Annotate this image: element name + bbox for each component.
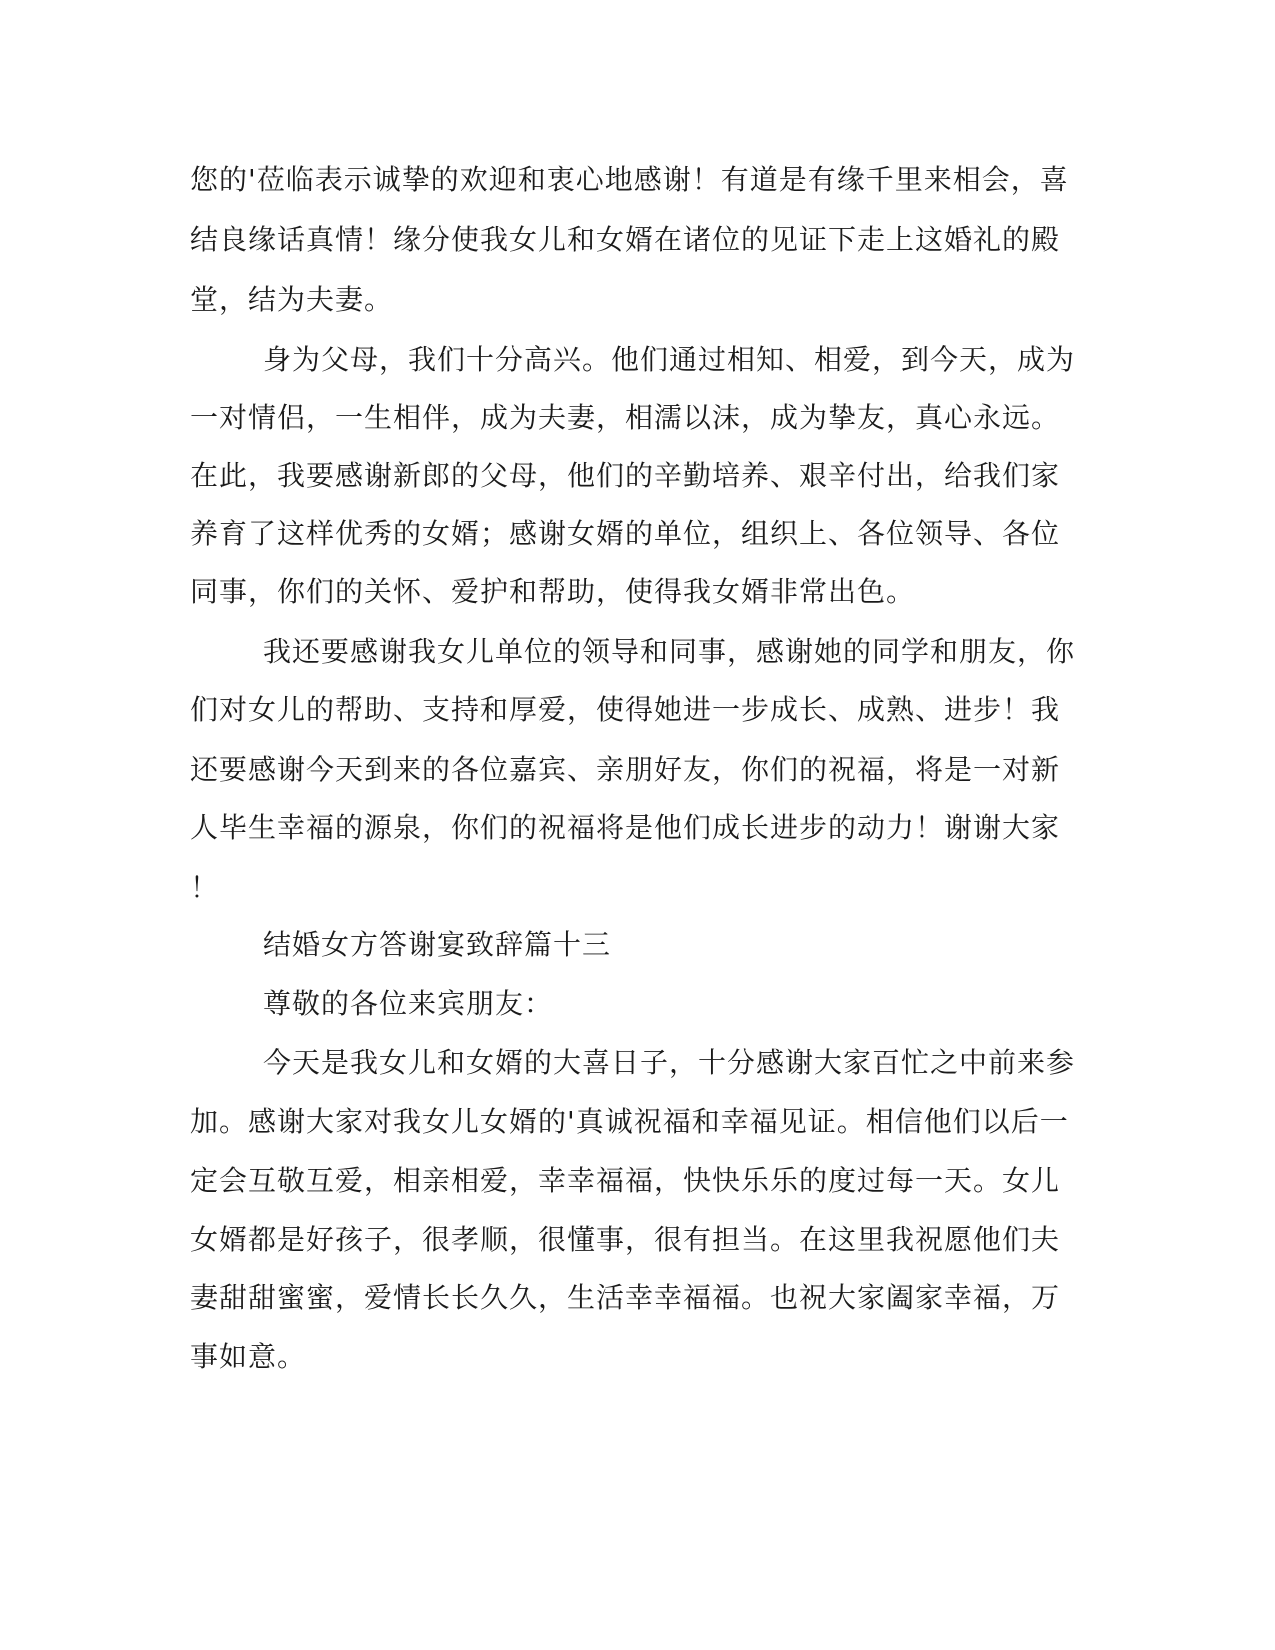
text-line: 女婿都是好孩子，很孝顺，很懂事，很有担当。在这里我祝愿他们夫 (190, 1223, 1061, 1256)
text-line: ！ (190, 871, 220, 904)
text-line: 身为父母，我们十分高兴。他们通过相知、相爱，到今天，成为 (263, 343, 1076, 376)
text-line: 妻甜甜蜜蜜，爱情长长久久，生活幸幸福福。也祝大家阖家幸福，万 (190, 1281, 1061, 1314)
text-line: 我还要感谢我女儿单位的领导和同事，感谢她的同学和朋友，你 (263, 635, 1076, 668)
text-line: 还要感谢今天到来的各位嘉宾、亲朋好友，你们的祝福，将是一对新 (190, 753, 1061, 786)
text-line: 一对情侣，一生相伴，成为夫妻，相濡以沫，成为挚友，真心永远。 (190, 401, 1061, 434)
section-heading: 结婚女方答谢宴致辞篇十三 (263, 928, 612, 961)
text-line: 您的'莅临表示诚挚的欢迎和衷心地感谢！有道是有缘千里来相会，喜 (190, 163, 1069, 196)
text-line: 在此，我要感谢新郎的父母，他们的辛勤培养、艰辛付出，给我们家 (190, 459, 1061, 492)
text-line: 事如意。 (190, 1340, 307, 1373)
text-line: 们对女儿的帮助、支持和厚爱，使得她进一步成长、成熟、进步！我 (190, 693, 1061, 726)
text-line: 结良缘话真情！缘分使我女儿和女婿在诸位的见证下走上这婚礼的殿 (190, 223, 1061, 256)
text-line: 养育了这样优秀的女婿；感谢女婿的单位，组织上、各位领导、各位 (190, 517, 1061, 550)
salutation: 尊敬的各位来宾朋友： (263, 987, 554, 1020)
text-line: 堂，结为夫妻。 (190, 283, 394, 316)
text-line: 今天是我女儿和女婿的大喜日子，十分感谢大家百忙之中前来参 (263, 1046, 1076, 1079)
text-line: 加。感谢大家对我女儿女婿的'真诚祝福和幸福见证。相信他们以后一 (190, 1105, 1069, 1138)
text-line: 同事，你们的关怀、爱护和帮助，使得我女婿非常出色。 (190, 575, 916, 608)
text-line: 人毕生幸福的源泉，你们的祝福将是他们成长进步的动力！谢谢大家 (190, 811, 1061, 844)
text-line: 定会互敬互爱，相亲相爱，幸幸福福，快快乐乐的度过每一天。女儿 (190, 1164, 1061, 1197)
